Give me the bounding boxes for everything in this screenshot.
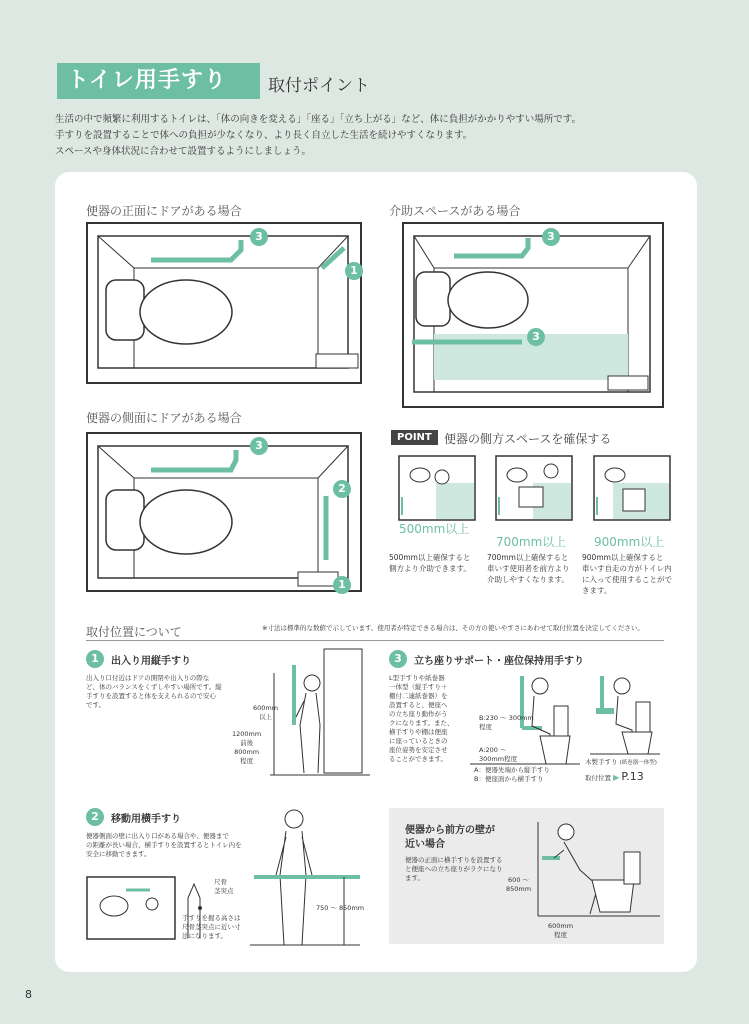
standing-dim-a [479, 746, 517, 764]
dim-text: 以上 [259, 713, 273, 721]
text-line: ることができます。 [389, 755, 447, 763]
text-line: 便器の正面に横手すりを設置する [405, 856, 503, 864]
bone-label [214, 878, 234, 896]
text-line: 尺骨 [214, 878, 227, 886]
wall-dim-h [548, 922, 573, 940]
dim-text: 前後 [240, 739, 254, 747]
dim-text: B:230 〜 300mm [479, 714, 534, 722]
text-line: 900mm以上確保すると [582, 553, 664, 562]
text-line: クになります。また、 [389, 719, 454, 727]
text-line: L型手すりや紙巻器 [389, 674, 445, 682]
wall-title [405, 824, 495, 852]
badge-1: 1 [86, 650, 104, 668]
point-text-2 [487, 552, 570, 585]
text-line: 安全に移動できます。 [86, 850, 151, 858]
mounting-note: ※寸法は標準的な数値で示しています。使用者が特定できる場合は、その方の使いやすさにあわせて取付位置を決定してください。 [262, 624, 644, 632]
text-line: に入って使用することがで [582, 575, 672, 584]
text-line: 介助しやすくなります。 [487, 575, 569, 584]
point-label-3: 900mm以上 [594, 535, 665, 549]
text-line: に座っているときの [389, 737, 448, 745]
text-line: 座位姿勢を安定させ [389, 746, 448, 754]
point-plan-3 [593, 455, 671, 521]
entrance-text [86, 674, 266, 710]
text-line: 出入り口付近はドアの開閉や出入りの際な [86, 674, 210, 682]
page-number: 8 [25, 988, 32, 1001]
transfer-title: 移動用横手すり [111, 814, 181, 825]
entrance-dim-upper [253, 704, 278, 722]
intro-text [55, 112, 581, 160]
text-line: 便器側面の壁に出入り口がある場合や、便器まで [86, 832, 229, 840]
point-label-1: 500mm以上 [399, 522, 470, 536]
point-plan-2 [495, 455, 573, 521]
dim-text: 600mm [548, 922, 574, 930]
bone-text [182, 914, 241, 941]
text-line: 法になります。 [182, 932, 227, 940]
entrance-dim-lower [232, 730, 261, 766]
badge-2: 2 [333, 480, 351, 498]
standing-legend [474, 766, 550, 784]
text-line: A：便器先端から縦手すり [474, 766, 550, 774]
side-door-heading: 便器の側面にドアがある場合 [86, 411, 242, 425]
dim-text: 1200mm [232, 730, 262, 738]
text-line: 一体型（縦手すり＋ [389, 683, 448, 691]
point-heading: 便器の側方スペースを確保する [444, 432, 612, 446]
text-line: 近い場合 [405, 839, 445, 850]
text-line: 棚付二連紙巻器）を [389, 692, 448, 700]
entrance-title: 出入り用縦手すり [111, 656, 191, 667]
badge-1: 1 [333, 576, 351, 594]
transfer-dim: 750 〜 850mm [316, 904, 365, 912]
text-line: と便座への立ち座りがラクになり [405, 865, 503, 873]
dim-text: 800mm [234, 748, 260, 756]
assist-space-plan [402, 222, 664, 408]
point-plan-1 [398, 455, 476, 521]
badge-3: 3 [389, 650, 407, 668]
dim-text: 程度 [479, 723, 492, 731]
text-line: ます。 [405, 874, 424, 882]
dim-text: 程度 [240, 757, 254, 765]
badge-3: 3 [250, 228, 268, 246]
front-door-heading: 便器の正面にドアがある場合 [86, 204, 242, 218]
dim-text: 600 〜 [508, 876, 530, 884]
point-label-2: 700mm以上 [496, 535, 567, 549]
text-line: 横手すりや棚は便座 [389, 728, 448, 736]
text-line: 車いす使用者を前方より [487, 564, 570, 573]
wall-text [405, 856, 521, 883]
text-line: ど、体のバランスをくずしやすい場所です。縦 [86, 683, 222, 691]
standing-text [389, 674, 469, 764]
intro-line: 生活の中で頻繁に利用するトイレは、「体の向きを変える」「座る」「立ち上がる」など、体に負担がかかりやすい場所です。 [55, 114, 582, 125]
point-text-1 [389, 552, 471, 574]
text-line: 便器から前方の壁が [405, 825, 495, 836]
transfer-figure [250, 805, 370, 950]
text-line: 側方より介助できます。 [389, 564, 471, 573]
ref-label: 取付位置 [585, 774, 611, 782]
side-door-plan [86, 432, 362, 594]
page-title: トイレ用手すり [57, 63, 260, 99]
arrow-icon: ▶ [613, 773, 620, 782]
wood-label-text: 木製手すり [585, 758, 618, 766]
wood-note-text: (紙巻器一体型) [619, 760, 657, 766]
text-line: 700mm以上確保すると [487, 553, 569, 562]
dim-text: 850mm [506, 885, 532, 893]
text-line: 尺骨茎突点に近い寸 [182, 923, 241, 931]
mounting-heading: 取付位置について [86, 625, 182, 639]
transfer-text [86, 832, 256, 859]
text-line: 手すりを握る高さは [182, 914, 241, 922]
front-door-plan [86, 222, 362, 384]
text-line: B：便座面から横手すり [474, 775, 544, 783]
dim-text: 300mm程度 [479, 755, 518, 763]
transfer-plan [86, 876, 176, 940]
standing-dim-b [479, 714, 534, 732]
assist-space-heading: 介助スペースがある場合 [389, 204, 521, 218]
dim-text: 程度 [554, 931, 568, 939]
page-reference[interactable] [585, 772, 644, 783]
badge-1: 1 [345, 262, 363, 280]
badge-3: 3 [250, 437, 268, 455]
badge-2: 2 [86, 808, 104, 826]
intro-line: スペースや身体状況に合わせて設置するようにしましょう。 [55, 146, 312, 157]
wall-figure [520, 820, 660, 930]
point-text-3 [582, 552, 672, 596]
page-subtitle: 取付ポイント [268, 76, 370, 96]
intro-line: 手すりを設置することで体への負担が少なくなり、より長く自立した生活を続けやすくなります。 [55, 130, 473, 141]
text-line: の立ち座り動作がう [389, 710, 448, 718]
standing-figure-2 [590, 668, 660, 758]
text-line: 500mm以上確保すると [389, 553, 471, 562]
text-line: の距離が長い場合、横手すりを設置するとトイレ内を [86, 841, 242, 849]
dim-text: A:200 〜 [479, 746, 507, 754]
badge-3: 3 [542, 228, 560, 246]
text-line: きます。 [582, 586, 612, 595]
standing-title: 立ち座りサポート・座位保持用手すり [414, 656, 584, 667]
divider [86, 640, 664, 641]
text-line: 茎突点 [214, 887, 234, 895]
text-line: 手すりを設置すると体を支えられるので安心 [86, 692, 216, 700]
dim-text: 600mm [253, 704, 279, 712]
point-tag: POINT [391, 430, 438, 445]
entrance-figure [270, 645, 370, 780]
ref-page[interactable]: P.13 [621, 770, 644, 783]
text-line: 車いす自走の方がトイレ内 [582, 564, 672, 573]
text-line: です。 [86, 701, 105, 709]
wall-dim-v [506, 876, 531, 894]
badge-3: 3 [527, 328, 545, 346]
text-line: 設置すると、便座へ [389, 701, 448, 709]
wood-label [585, 758, 657, 768]
